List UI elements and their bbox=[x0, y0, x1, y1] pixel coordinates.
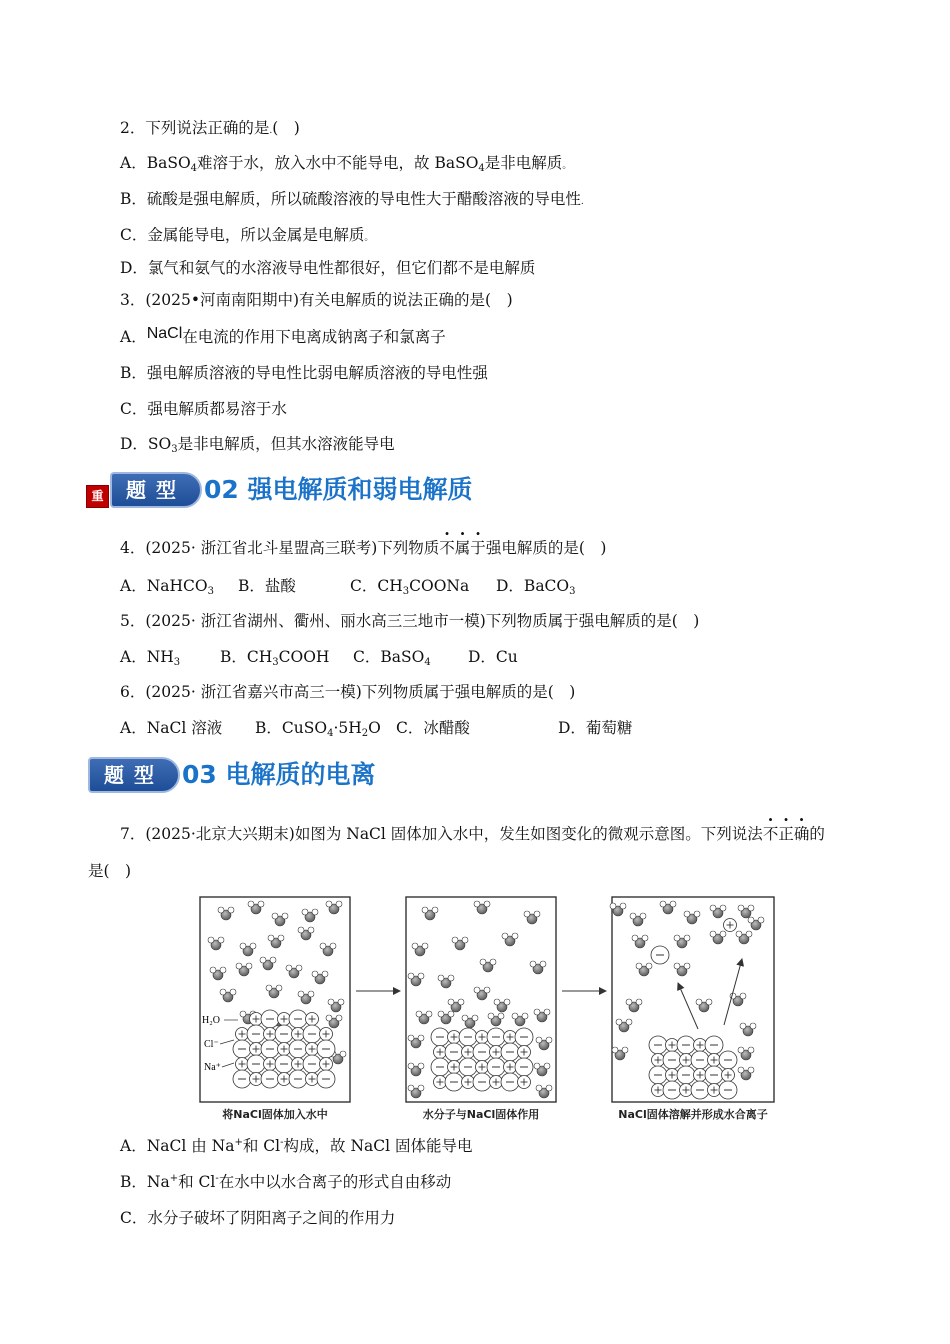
figure-caption-1: 将NaCl固体加入水中 bbox=[222, 1108, 328, 1121]
section-03-title: 03 电解质的电离 bbox=[182, 760, 376, 789]
sodium-ion bbox=[504, 1031, 517, 1044]
q3-option-d: D．$SO_3$是非电解质，但其水溶液能导电 bbox=[120, 435, 395, 455]
section-03-tag: 题型 bbox=[88, 757, 180, 793]
sodium-ion bbox=[462, 1076, 475, 1089]
sodium-ion bbox=[666, 1069, 679, 1082]
chloride-ion bbox=[247, 1025, 265, 1043]
chloride-ion bbox=[261, 1010, 279, 1028]
chloride-ion bbox=[431, 1058, 449, 1076]
chloride-ion bbox=[719, 1081, 737, 1099]
chloride-ion bbox=[691, 1081, 709, 1099]
sodium-ion bbox=[504, 1061, 517, 1074]
q6-option-c: C．冰醋酸 bbox=[396, 719, 470, 737]
chloride-ion bbox=[515, 1058, 533, 1076]
q2-stem: 2．下列说法正确的是.( ) bbox=[120, 119, 300, 137]
chloride-ion bbox=[261, 1040, 279, 1058]
sodium-ion bbox=[278, 1043, 291, 1056]
chloride-ion bbox=[275, 1055, 293, 1073]
cl-label: Cl⁻ bbox=[204, 1039, 219, 1050]
sodium-ion bbox=[264, 1028, 277, 1041]
sodium-ion bbox=[708, 1084, 721, 1097]
beaker-2-nacl-lattice bbox=[431, 1028, 533, 1091]
chloride-ion bbox=[261, 1070, 279, 1088]
sodium-ion bbox=[652, 1054, 665, 1067]
sodium-ion bbox=[476, 1031, 489, 1044]
q5-option-c: C．BaSO$_4$ bbox=[353, 648, 431, 668]
sodium-ion bbox=[722, 1069, 735, 1082]
q2-option-a: A．BaSO$_4$难溶于水，放入水中不能导电，故 BaSO$_4$是非电解质。 bbox=[120, 154, 572, 174]
q7-stem: 7．(2025·北京大兴期末)如图为 NaCl 固体加入水中，发生如图变化的微观示意图。下列说法不正确的 bbox=[120, 825, 825, 843]
sodium-ion bbox=[694, 1039, 707, 1052]
chloride-ion bbox=[289, 1040, 307, 1058]
q5-options bbox=[120, 647, 518, 668]
chloride-ion bbox=[247, 1055, 265, 1073]
chloride-ion bbox=[663, 1081, 681, 1099]
section-02-title: 02 强电解质和弱电解质 bbox=[204, 475, 473, 504]
chloride-ion bbox=[303, 1055, 321, 1073]
chloride-ion bbox=[705, 1036, 723, 1054]
sodium-ion bbox=[680, 1084, 693, 1097]
chloride-ion bbox=[515, 1028, 533, 1046]
sodium-ion bbox=[292, 1058, 305, 1071]
sodium-ion bbox=[434, 1046, 447, 1059]
chloride-ion bbox=[501, 1043, 519, 1061]
sodium-ion bbox=[708, 1054, 721, 1067]
chloride-ion bbox=[445, 1043, 463, 1061]
sodium-ion bbox=[652, 1084, 665, 1097]
chloride-ion bbox=[487, 1028, 505, 1046]
section-02-tag: 题型 bbox=[110, 472, 202, 508]
chloride-ion bbox=[275, 1025, 293, 1043]
sodium-ion bbox=[694, 1069, 707, 1082]
q5-stem: 5．(2025· 浙江省湖州、衢州、丽水高三三地市一模)下列物质属于强电解质的是( ) bbox=[120, 612, 700, 630]
chloride-ion bbox=[649, 1066, 667, 1084]
sodium-ion bbox=[236, 1028, 249, 1041]
sodium-ion bbox=[278, 1073, 291, 1086]
sodium-ion bbox=[250, 1013, 263, 1026]
q6-stem: 6．(2025· 浙江省嘉兴市高三一模)下列物质属于强电解质的是( ) bbox=[120, 683, 576, 701]
sodium-ion bbox=[264, 1058, 277, 1071]
q6-option-b: B．$CuSO_4\cdot 5H_2O$ bbox=[255, 719, 381, 739]
q5-option-b: B．$CH_3COOH$ bbox=[220, 648, 330, 668]
chloride-ion bbox=[691, 1051, 709, 1069]
q3-stem: 3．(2025•河南南阳期中)有关电解质的说法正确的是( ) bbox=[120, 291, 513, 309]
q6-option-a: A．NaCl 溶液 bbox=[120, 719, 223, 737]
q2-option-c: C．金属能导电，所以金属是电解质。 bbox=[120, 226, 374, 244]
key-badge: 重 bbox=[86, 485, 109, 508]
sodium-ion bbox=[306, 1043, 319, 1056]
q2-option-b: B．硫酸是强电解质，所以硫酸溶液的导电性大于醋酸溶液的导电性. bbox=[120, 190, 584, 208]
chloride-ion bbox=[317, 1040, 335, 1058]
sodium-ion bbox=[518, 1076, 531, 1089]
q4-stem: 4．(2025· 浙江省北斗星盟高三联考)下列物质不属于强电解质的是( ) bbox=[120, 539, 607, 557]
chloride-ion bbox=[705, 1066, 723, 1084]
chloride-ion bbox=[663, 1051, 681, 1069]
h2o-label: H₂O bbox=[202, 1015, 220, 1026]
chloride-ion bbox=[289, 1070, 307, 1088]
q3-option-b: B．强电解质溶液的导电性比弱电解质溶液的导电性强 bbox=[120, 364, 488, 382]
sodium-ion bbox=[666, 1039, 679, 1052]
q4-option-b: B．盐酸 bbox=[238, 577, 296, 595]
sodium-ion bbox=[306, 1073, 319, 1086]
sodium-ion bbox=[278, 1013, 291, 1026]
sodium-ion bbox=[518, 1046, 531, 1059]
q7-option-b: B．Na+和 Cl-在水中以水合离子的形式自由移动 bbox=[120, 1173, 452, 1191]
q5-option-a: A．$NH_3$ bbox=[120, 648, 181, 668]
chloride-ion bbox=[473, 1073, 491, 1091]
chloride-ion bbox=[649, 1036, 667, 1054]
sodium-ion bbox=[448, 1031, 461, 1044]
q5-option-d: D．Cu bbox=[468, 648, 518, 666]
chloride-ion bbox=[303, 1025, 321, 1043]
q7-stem-continued: 是( ) bbox=[88, 862, 132, 880]
beaker-1-labels bbox=[202, 1015, 238, 1073]
chloride-ion bbox=[317, 1070, 335, 1088]
sodium-ion bbox=[476, 1061, 489, 1074]
chloride-ion bbox=[487, 1058, 505, 1076]
q4-option-c: C．$CH_3COONa$ bbox=[350, 577, 470, 597]
figure-caption-2: 水分子与NaCl固体作用 bbox=[422, 1108, 540, 1121]
beaker-3-nacl-lattice bbox=[649, 1036, 737, 1099]
q2-option-d: D．氯气和氨气的水溶液导电性都很好，但它们都不是电解质 bbox=[120, 259, 536, 277]
sodium-ion bbox=[490, 1046, 503, 1059]
sodium-ion bbox=[434, 1076, 447, 1089]
q3-option-a: A．NaCl在电流的作用下电离成钠离子和氯离子 bbox=[120, 325, 446, 346]
q4-options bbox=[120, 576, 576, 597]
sodium-ion bbox=[306, 1013, 319, 1026]
chloride-ion bbox=[473, 1043, 491, 1061]
chloride-ion bbox=[459, 1028, 477, 1046]
q6-options bbox=[120, 718, 633, 739]
figure-caption-3: NaCl固体溶解并形成水合离子 bbox=[618, 1108, 768, 1121]
chloride-ion bbox=[445, 1073, 463, 1091]
chloride-ion bbox=[501, 1073, 519, 1091]
sodium-ion bbox=[320, 1028, 333, 1041]
chloride-ion bbox=[289, 1010, 307, 1028]
chloride-ion bbox=[677, 1036, 695, 1054]
sodium-ion bbox=[680, 1054, 693, 1067]
sodium-ion bbox=[292, 1028, 305, 1041]
chloride-ion bbox=[719, 1051, 737, 1069]
sodium-ion bbox=[320, 1058, 333, 1071]
chloride-ion bbox=[431, 1028, 449, 1046]
sodium-ion bbox=[236, 1058, 249, 1071]
sodium-ion bbox=[250, 1073, 263, 1086]
chloride-ion bbox=[233, 1070, 251, 1088]
q4-option-d: D．BaCO$_3$ bbox=[496, 577, 576, 597]
chloride-ion bbox=[459, 1058, 477, 1076]
na-label: Na⁺ bbox=[204, 1062, 221, 1073]
q3-option-c: C．强电解质都易溶于水 bbox=[120, 400, 287, 418]
q7-option-c: C．水分子破坏了阴阳离子之间的作用力 bbox=[120, 1209, 396, 1227]
sodium-ion bbox=[250, 1043, 263, 1056]
sodium-ion bbox=[462, 1046, 475, 1059]
nacl-dissolution-figure bbox=[198, 895, 798, 1125]
chloride-ion bbox=[233, 1040, 251, 1058]
sodium-ion bbox=[490, 1076, 503, 1089]
sodium-ion bbox=[448, 1061, 461, 1074]
q6-option-d: D．葡萄糖 bbox=[558, 719, 633, 737]
chloride-ion bbox=[677, 1066, 695, 1084]
q7-option-a: A．NaCl 由 Na+和 Cl-构成，故 NaCl 固体能导电 bbox=[120, 1137, 473, 1155]
q4-option-a: A．NaHCO$_3$ bbox=[120, 577, 214, 597]
